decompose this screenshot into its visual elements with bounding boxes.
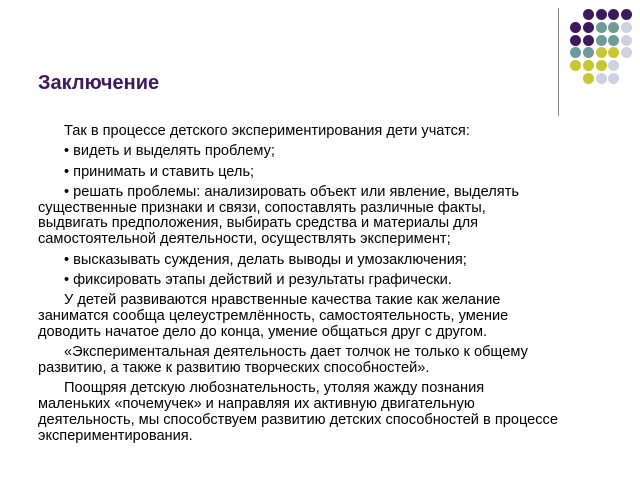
decorative-dot [608, 22, 619, 33]
decorative-dot [621, 47, 632, 58]
decorative-dot [608, 35, 619, 46]
slide-title: Заключение [38, 72, 160, 94]
decorative-dot [596, 47, 607, 58]
bullet-make-judgments: • высказывать суждения, делать выводы и умозаключения; [64, 251, 467, 268]
paragraph-conclusion: Поощряя детскую любознательность, утоляя жажду познания маленьких «почемучек» и направляя их активную двигательную деятельность, мы способствуем развитию детских способностей в процессе экспериментирования. [38, 380, 558, 444]
decorative-dot [621, 35, 632, 46]
decorative-dot [570, 60, 581, 71]
decorative-dot [608, 60, 619, 71]
decorative-dot [608, 73, 619, 84]
slide-body [38, 124, 558, 449]
decorative-dot [621, 9, 632, 20]
dot-grid-decoration [0, 0, 640, 120]
decorative-dot [583, 73, 594, 84]
decorative-dot [570, 47, 581, 58]
decorative-dot [570, 35, 581, 46]
paragraph-quote: «Экспериментальная деятельность дает толчок не только к общему развитию, а также к развитию творческих способностей». [38, 344, 528, 376]
paragraph-intro: Так в процессе детского экспериментирования дети учатся: [64, 123, 470, 139]
decorative-dot [596, 60, 607, 71]
decorative-dot [583, 9, 594, 20]
decorative-dot [570, 22, 581, 33]
decorative-dot [583, 47, 594, 58]
decorative-dot [621, 22, 632, 33]
paragraph-moral-qualities: У детей развиваются нравственные качества такие как желание заниматся сообща целеустремлённость, самостоятельность, умение доводить начатое дело до конца, умение общаться друг с другом. [38, 292, 509, 340]
decorative-dot [596, 22, 607, 33]
decorative-dot [596, 9, 607, 20]
decorative-dot [596, 35, 607, 46]
bullet-see-problem: • видеть и выделять проблему; [64, 143, 275, 160]
bullet-record-results: • фиксировать этапы действий и результаты графически. [64, 271, 452, 288]
decorative-dot [608, 9, 619, 20]
decorative-dot [608, 47, 619, 58]
decorative-dot [583, 60, 594, 71]
bullet-set-goal: • принимать и ставить цель; [64, 163, 255, 180]
decorative-dot [596, 73, 607, 84]
decorative-dot [583, 22, 594, 33]
decorative-vertical-line [558, 8, 559, 116]
bullet-solve-problems: • решать проблемы: анализировать объект или явление, выделять существенные признаки и связи, сопоставлять различные факты, выдвигать предположения, выбирать средства и материалы для самостоятельной деятельности, осуществлять эксперимент; [38, 183, 519, 248]
decorative-dot [583, 35, 594, 46]
